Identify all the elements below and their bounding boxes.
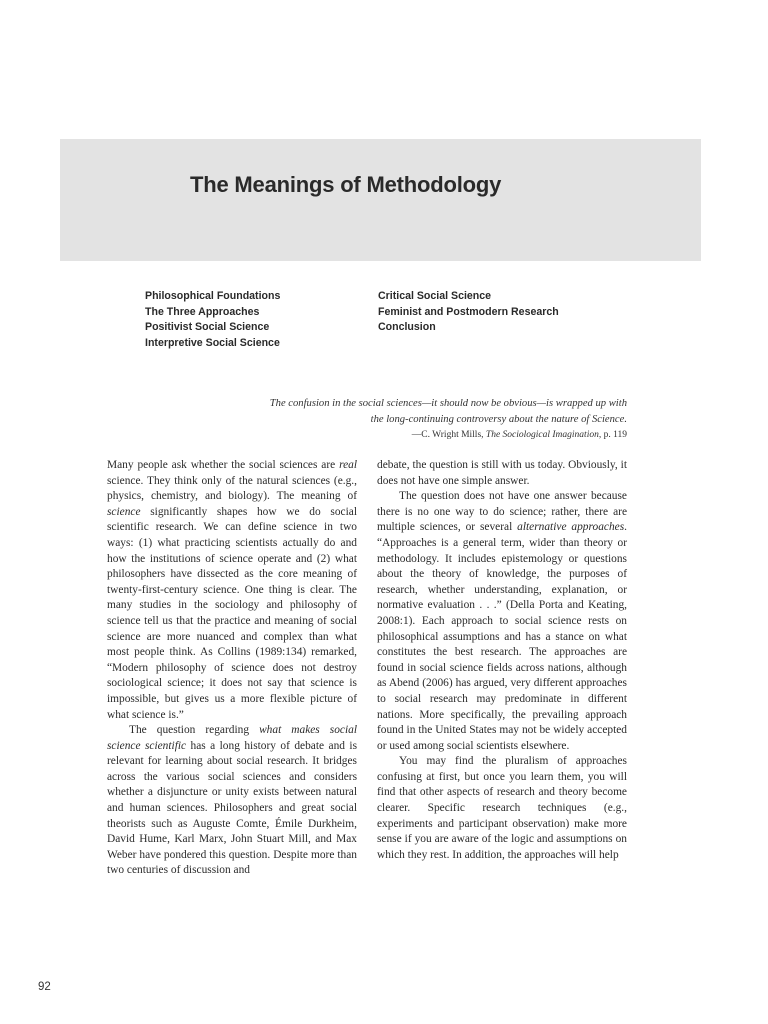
title-band: [60, 139, 701, 261]
epigraph-quote-line: the long-continuing controversy about the nature of Science.: [370, 413, 627, 425]
outline-item: The Three Approaches: [145, 305, 260, 318]
chapter-title: The Meanings of Methodology: [190, 172, 502, 197]
outline-item: Positivist Social Science: [145, 321, 270, 333]
citation-book-title: The Sociological Imagination: [485, 430, 599, 440]
paragraph: [107, 723, 357, 879]
paragraph: debate, the question is still with us today. Obviously, it does not have one simple answer.: [377, 459, 627, 487]
outline-item: Conclusion: [378, 321, 436, 333]
paragraph: [377, 489, 627, 754]
epigraph-citation: [167, 428, 627, 444]
text-run: science. They think only of the natural sciences (e.g., physics, chemistry, and biology). The meaning of: [107, 474, 357, 503]
body-column-right: [377, 458, 627, 863]
paragraph: [107, 458, 357, 723]
text-run: has a long history of debate and is relevant for learning about social research. It bridges across the various social sciences and considers whether a disjuncture or unity exists between natural and human sciences. Philosophers and great social theorists such as Auguste Comte, Émile Durkheim, David Hume, Karl Marx, John Stuart Mill, and Max Weber have pondered this question. Despite more than two centuries of discussion and: [107, 739, 357, 877]
chapter-outline-right: [378, 289, 559, 336]
outline-item: Feminist and Postmodern Research: [378, 305, 559, 318]
text-run: The question regarding: [129, 724, 260, 737]
paragraph: You may find the pluralism of approaches confusing at first, but once you learn them, you will find that other aspects of research and theory become clearer. Specific research techniques (e.g., experiments and participant observation) make more sense if you are aware of the logic and assumptions on which they rest. In addition, the approaches will help: [377, 755, 627, 861]
text-run: significantly shapes how we do social scientific research. We can define science in two ways: (1) what practicing scientists actually do and how the institutions of science operate and (2) what philosophers have dissected as the core meaning of twenty-first-century science. One thing is clear. The many studies in the sociology and philosophy of science tell us that the practice and meaning of social science are more nuanced and complex than what most people think. As Collins (1989:134) remarked, “Modern philosophy of science does not destroy sociological science; it does not say that science is impossible, but gives us a more flexible picture of what science is.”: [107, 505, 357, 721]
emphasis: what makes social science scientific: [107, 724, 357, 752]
text-run: The question does not have one answer because there is no one way to do science; rather, there are multiple sciences, or several: [377, 490, 627, 534]
outline-item: Philosophical Foundations: [145, 290, 281, 302]
citation-page: , p. 119: [598, 430, 627, 440]
outline-item: Critical Social Science: [378, 290, 492, 302]
epigraph-quote-line: The confusion in the social sciences—it should now be obvious—is wrapped up with: [269, 398, 627, 409]
chapter-outline-left: [145, 289, 280, 351]
text-run: Many people ask whether the social sciences are: [107, 459, 340, 471]
outline-item: Interpretive Social Science: [145, 336, 280, 349]
citation-author: —C. Wright Mills,: [411, 430, 486, 440]
text-run: . “Approaches is a general term, wider than theory or methodology. It includes epistemology or questions about the theory of knowledge, the purposes of research, whether understanding, explanation, or normative evaluation . . .” (Della Porta and Keating, 2008:1). Each approach to social science rests on philosophical assumptions and has a stance on what constitutes the best research. The approaches are found in social science fields across nations, although as Abend (2006) has argued, very different approaches to social research may predominate in different nations. More specifically, the prevailing approach found in the United States may not be widely accepted or used among social scientists elsewhere.: [377, 521, 627, 752]
page-number: 92: [38, 981, 51, 993]
emphasis: science: [107, 505, 141, 518]
emphasis: alternative approaches: [517, 521, 625, 534]
body-column-left: [107, 458, 357, 879]
emphasis: real: [339, 459, 357, 471]
epigraph: [167, 396, 627, 444]
